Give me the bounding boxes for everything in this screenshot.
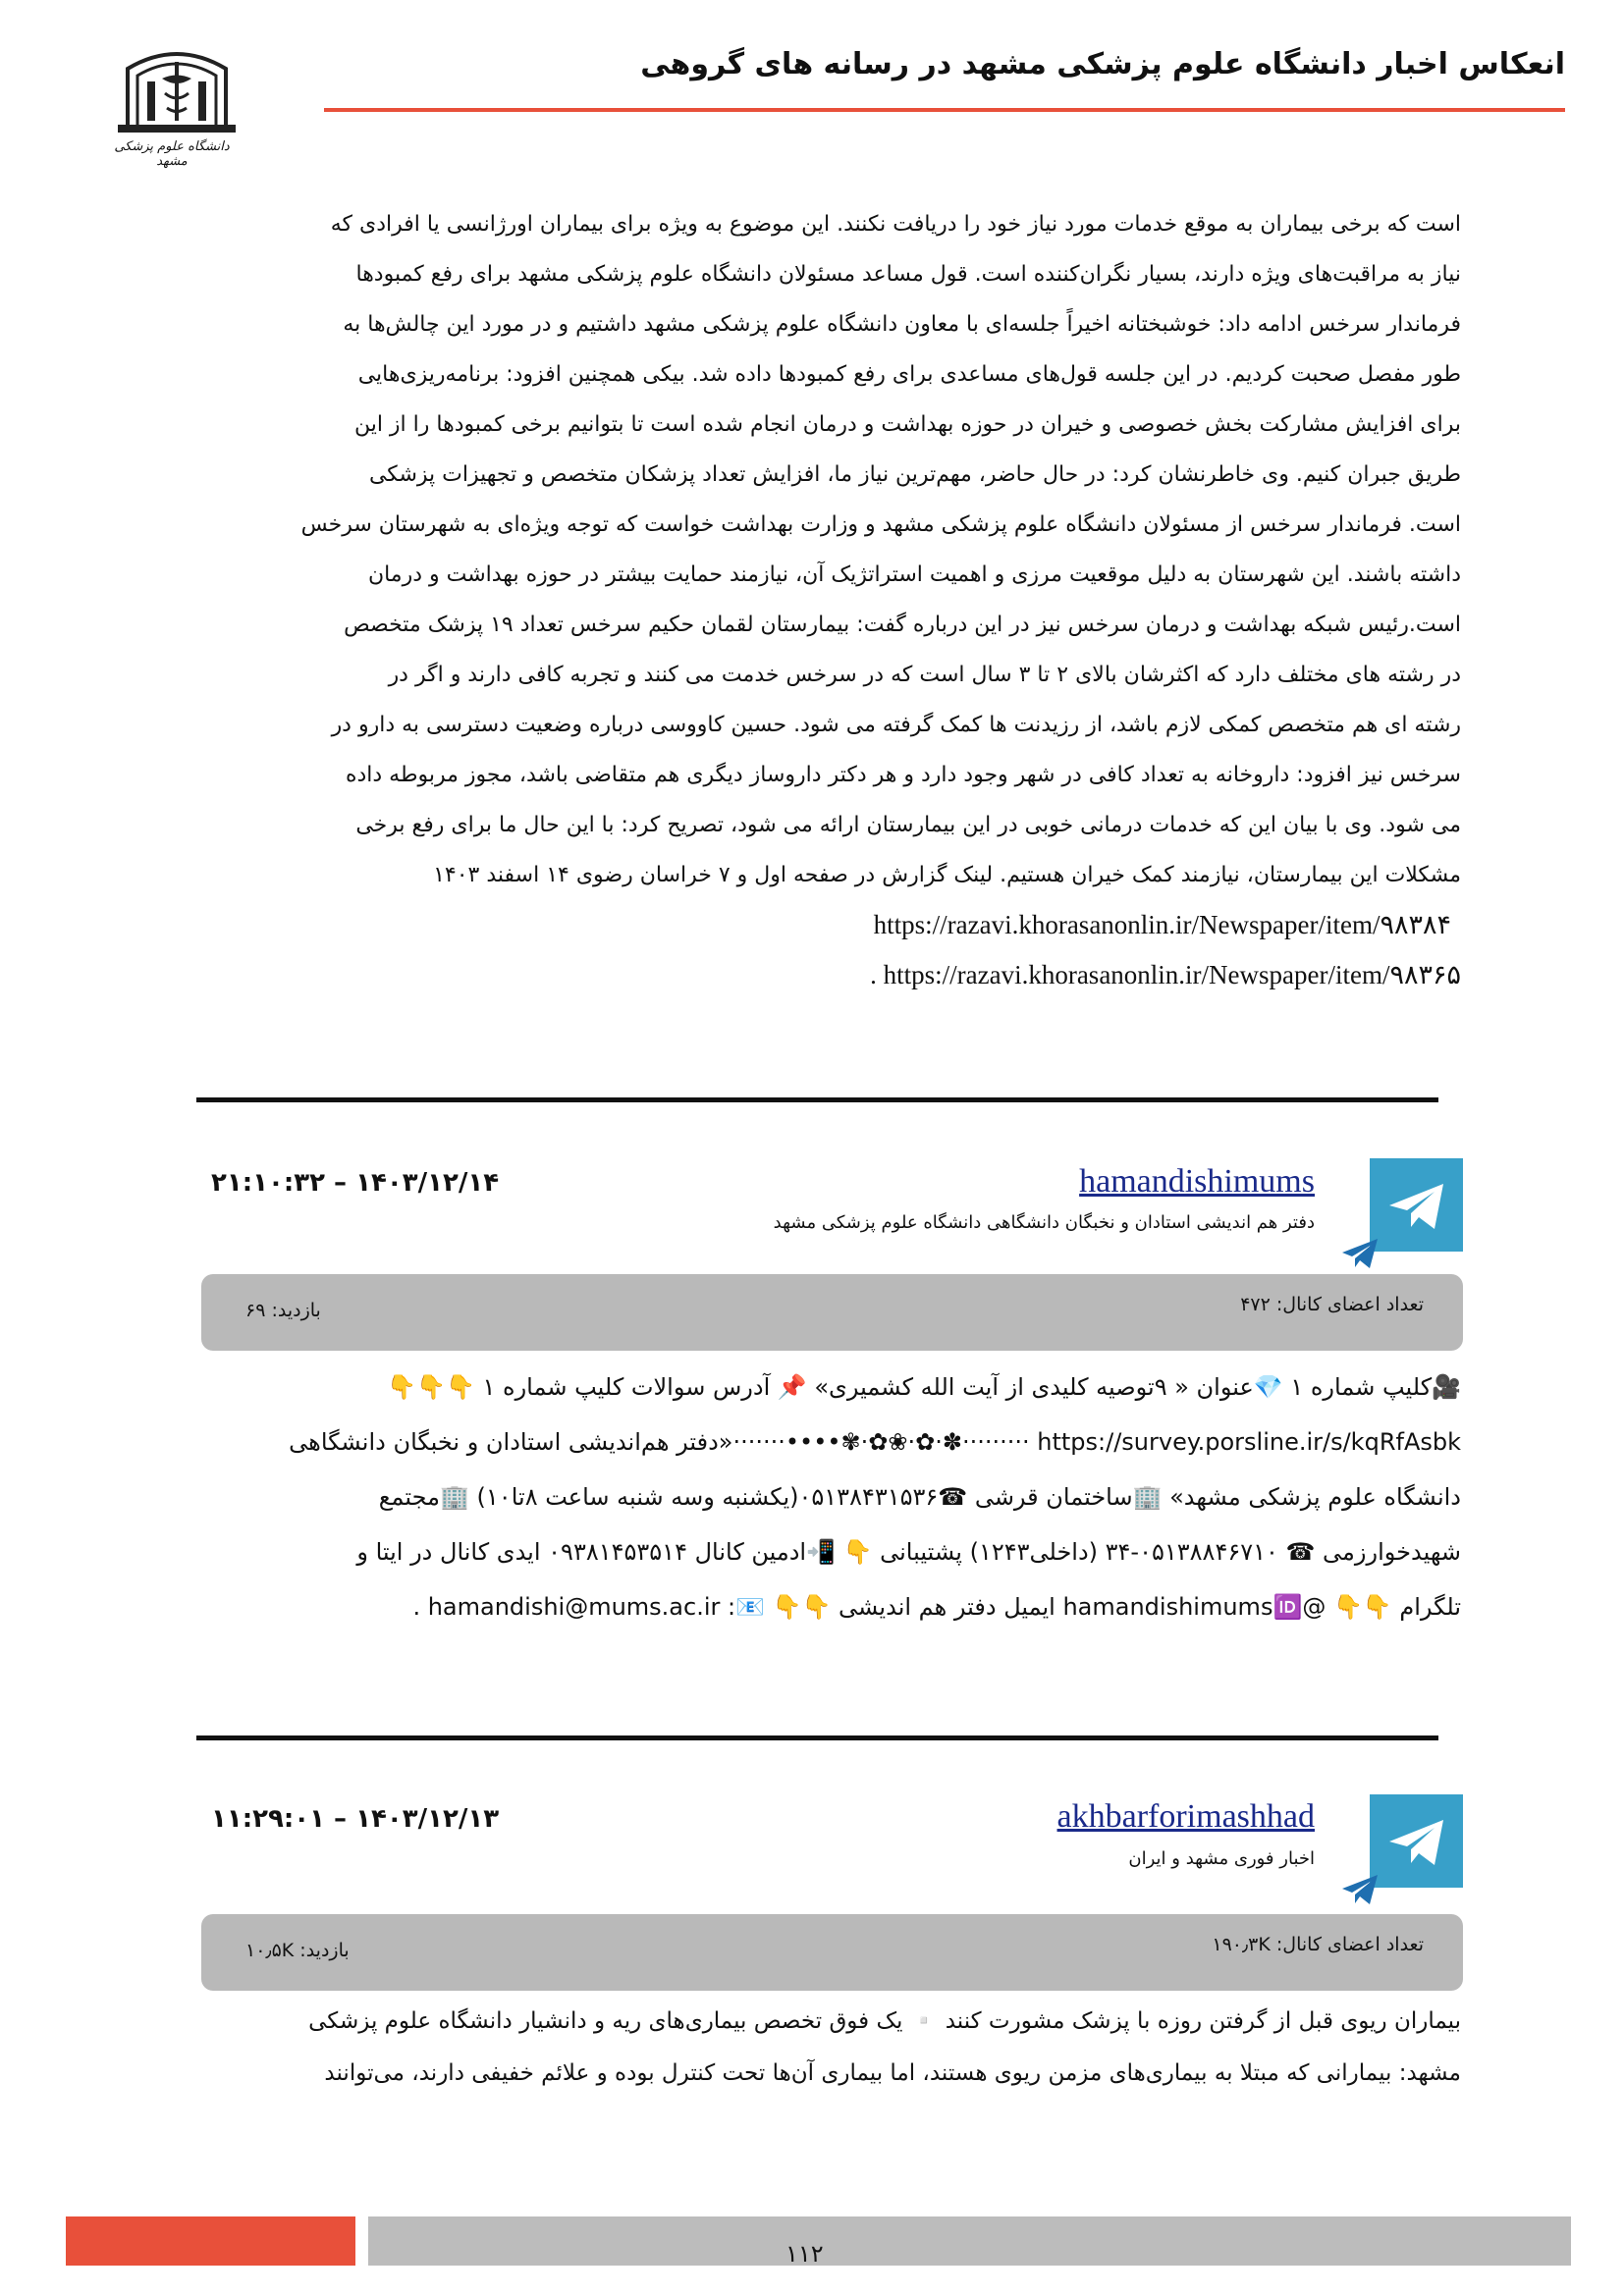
- post-views-count: بازدید: ۶۹: [245, 1300, 321, 1321]
- section-separator: [196, 1097, 1438, 1102]
- footer-accent-bar: [66, 2216, 355, 2266]
- telegram-channel-icon: [1370, 1158, 1463, 1252]
- channel-description: دفتر هم اندیشی استادان و نخبگان دانشگاهی دانشگاه علوم پزشکی مشهد: [773, 1212, 1315, 1233]
- post-date: ۲۱:۱۰:۳۲ – ۱۴۰۳/۱۲/۱۴: [211, 1168, 500, 1198]
- channel-name[interactable]: hamandishimums: [1079, 1163, 1315, 1200]
- page-number: ۱۱۲: [785, 2240, 824, 2268]
- telegram-small-icon: [1340, 1873, 1380, 1906]
- channel-members-count: تعداد اعضای کانال: ۱۹۰٫۳K: [1212, 1934, 1424, 1955]
- article-link[interactable]: . https://razavi.khorasanonlin.ir/Newspaper/item/۹۸۳۶۵: [870, 960, 1461, 989]
- article-line: برای افزایش مشارکت بخش خصوصی و خیران در حوزه بهداشت و درمان انجام شده است تا بتوانیم برخی کمبودها را از این: [353, 412, 1461, 437]
- post-line: مشهد: بیمارانی که مبتلا به بیماری‌های مزمن ریوی هستند، اما بیماری آن‌ها تحت کنترل بوده و علائم خفیفی دارند، می‌توانند: [324, 2060, 1461, 2086]
- article-line: مشکلات این بیمارستان، نیازمند کمک خیران هستیم. لینک گزارش در صفحه اول و ۷ خراسان رضوی ۱۴ اسفند ۱۴۰۳: [433, 863, 1461, 887]
- telegram-small-icon: [1340, 1237, 1380, 1270]
- channel-members-count: تعداد اعضای کانال: ۴۷۲: [1240, 1294, 1424, 1315]
- article-line: نیاز به مراقبت‌های ویژه دارند، بسیار نگران‌کننده است. قول مساعد مسئولان دانشگاه علوم پزشکی مشهد برای رفع کمبودها: [355, 262, 1461, 287]
- post-date: ۱۱:۲۹:۰۱ – ۱۴۰۳/۱۲/۱۳: [211, 1804, 500, 1834]
- page-header-title: انعکاس اخبار دانشگاه علوم پزشکی مشهد در رسانه های گروهی: [640, 47, 1565, 81]
- article-link[interactable]: https://razavi.khorasanonlin.ir/Newspaper/item/۹۸۳۸۴: [873, 910, 1451, 939]
- post-line: 🎥کلیپ شماره ۱ 💎عنوان « ۹توصیه کلیدی از آیت الله کشمیری» 📌 آدرس سوالات کلیپ شماره ۱ 👇👇👇: [387, 1373, 1461, 1401]
- post-line: https://survey.porsline.ir/s/kqRfAsbk ·········✽·✿·❀✿·✾••••·······«دفتر هم‌اندیشی استادان و نخبگان دانشگاهی: [289, 1428, 1461, 1456]
- article-line: است که برخی بیماران به موقع خدمات مورد نیاز خود را دریافت نکنند. این موضوع به ویژه برای بیماران اورژانسی یا افرادی که: [330, 212, 1461, 237]
- post-line: شهیدخوارزمی ☎ ۰۵۱۳۸۸۴۶۷۱۰-۳۴ (داخلی۱۲۴۳) پشتیبانی 👇 📲ادمین کانال ۰۹۳۸۱۴۵۳۵۱۴ ایدی کانال در ایتا و: [356, 1538, 1461, 1566]
- footer-bar: [368, 2216, 1571, 2266]
- post-line: بیماران ریوی قبل از گرفتن روزه با پزشک مشورت کنند ▫️ یک فوق تخصص بیماری‌های ریه و دانشیار دانشگاه علوم پزشکی: [308, 2008, 1461, 2034]
- channel-description: اخبار فوری مشهد و ایران: [1128, 1848, 1315, 1869]
- post-body: [201, 1360, 1461, 1634]
- article-line: در رشته های مختلف دارد که اکثرشان بالای ۲ تا ۳ سال است که در سرخس خدمت می کنند و تجربه کافی دارند و اگر در: [388, 663, 1461, 687]
- telegram-channel-icon: [1370, 1794, 1463, 1888]
- article-line: فرماندار سرخس ادامه داد: خوشبختانه اخیراً جلسه‌ای با معاون دانشگاه علوم پزشکی مشهد داشتیم و در مورد این چالش‌ها به: [343, 312, 1461, 337]
- article-line: است.رئیس شبکه بهداشت و درمان سرخس نیز در این درباره گفت: بیمارستان لقمان حکیم سرخس تعداد ۱۹ پزشک متخصص: [344, 613, 1461, 637]
- article-line: می شود. وی با بیان این که خدمات درمانی خوبی در این بیمارستان ارائه می شود، تصریح کرد: با این حال ما برای رفع برخی: [355, 813, 1461, 837]
- article-line: طریق جبران کنیم. وی خاطرنشان کرد: در حال حاضر، مهم‌ترین نیاز ما، افزایش تعداد پزشکان متخصص و تجهیزات پزشکی: [368, 462, 1461, 487]
- channel-stats-bar: [201, 1274, 1463, 1351]
- article-line: است. فرماندار سرخس از مسئولان دانشگاه علوم پزشکی مشهد و وزارت بهداشت خواست که توجه ویژه‌ای به شهرستان سرخس: [300, 512, 1461, 537]
- post-line: تلگرام 👇👇 @hamandishimums🆔 ایمیل دفتر هم اندیشی 👇👇 📧: hamandishi@mums.ac.ir .: [412, 1593, 1461, 1621]
- channel-name[interactable]: akhbarforimashhad: [1056, 1798, 1315, 1835]
- post-line: دانشگاه علوم پزشکی مشهد» 🏢ساختمان قرشی ☎۰۵۱۳۸۴۳۱۵۳۶(یکشنبه وسه شنبه ساعت ۸تا۱۰) 🏢مجتمع: [378, 1483, 1461, 1511]
- post-body: [201, 1996, 1461, 2100]
- logo-caption: دانشگاه علوم پزشکی مشهد: [114, 139, 230, 169]
- article-body: [201, 199, 1461, 1000]
- section-separator: [196, 1735, 1438, 1740]
- article-line: رشته ای هم متخصص کمکی لازم باشد، از رزیدنت ها کمک گرفته می شود. حسین کاووسی درباره وضعیت دسترسی به دارو در: [331, 713, 1461, 737]
- article-line: طور مفصل صحبت کردیم. در این جلسه قول‌های مساعدی برای رفع کمبودها داده شد. بیکی همچنین افزود: برنامه‌ریزی‌هایی: [357, 362, 1461, 387]
- channel-stats-bar: [201, 1914, 1463, 1991]
- article-line: سرخس نیز افزود: داروخانه به تعداد کافی در شهر وجود دارد و هر دکتر داروساز دیگری هم متقاضی باشد، مجوز مربوطه داده: [345, 763, 1461, 787]
- post-views-count: بازدید: ۱۰٫۵K: [245, 1940, 350, 1961]
- article-line: داشته باشند. این شهرستان به دلیل موقعیت مرزی و اهمیت استراتژیک آن، نیازمند حمایت بیشتر در حوزه بهداشت و درمان: [367, 562, 1461, 587]
- header-divider: [324, 108, 1565, 112]
